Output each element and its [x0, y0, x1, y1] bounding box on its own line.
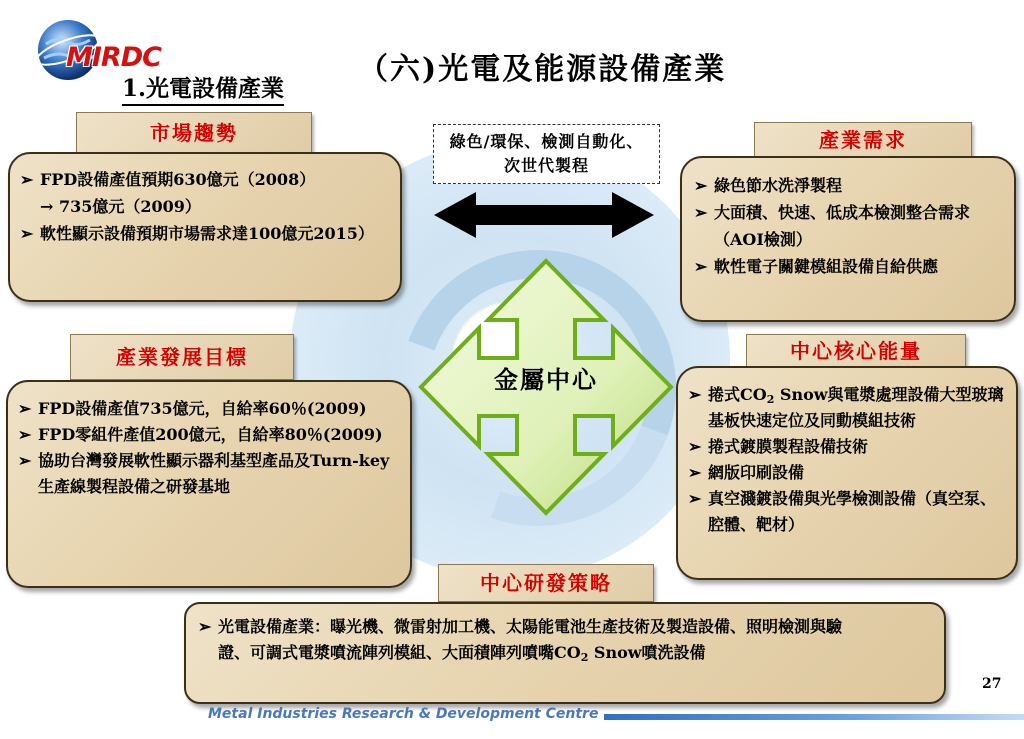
list-item: ➢ FPD設備產值預期630億元（2008）: [20, 166, 390, 193]
list-item: ➢ 綠色節水洗淨製程: [694, 172, 1004, 199]
tag-industry-goal: 產業發展目標: [70, 334, 294, 380]
bullet-arrow-icon: ➢: [694, 257, 708, 276]
dashed-note-text: 綠色/環保、檢測自動化、次世代製程: [449, 132, 644, 175]
center-label: 金屬中心: [494, 365, 598, 394]
tag-industry-demand: 產業需求: [754, 122, 972, 158]
list-item: → 735億元（2009）: [40, 197, 201, 216]
bullet-arrow-icon: ➢: [198, 617, 212, 636]
list-item: ➢ 大面積、快速、低成本檢測整合需求（AOI檢測）: [694, 199, 1004, 253]
tag-market-trend: 市場趨勢: [76, 112, 312, 154]
page-title: （六)光電及能源設備產業: [358, 52, 727, 87]
list-item: ➢ 真空濺鍍設備與光學檢測設備（真空泵、腔體、靶材）: [688, 486, 1006, 538]
industry-goal-box: [6, 380, 412, 588]
bullet-arrow-icon: ➢: [688, 437, 702, 456]
tag-core-capability: 中心核心能量: [746, 334, 966, 368]
bullet-arrow-icon: ➢: [18, 399, 32, 418]
core-capability-box: [676, 366, 1018, 580]
bullet-arrow-icon: ➢: [694, 203, 708, 222]
bullet-arrow-icon: ➢: [18, 451, 32, 470]
logo-text: MIRDC: [66, 42, 161, 73]
list-item: ➢ 軟性顯示設備預期市場需求達100億元2015）: [20, 220, 390, 247]
list-item: ➢ 光電設備產業：曝光機、微雷射加工機、太陽能電池生產技術及製造設備、照明檢測與驗證、可調式電漿噴流陣列模組、大面積陣列噴嘴$CO_2$ Snow噴洗設備: [198, 614, 930, 666]
list-item: ➢ 網版印刷設備: [688, 460, 1006, 486]
footer-org: Metal Industries Research & Development Centre: [208, 706, 599, 722]
list-item: ➢ 捲式鍍膜製程設備技術: [688, 434, 1006, 460]
list-item: ➢ FPD零組件產值200億元，自給率80％(2009): [18, 422, 400, 448]
list-item: ➢ FPD設備產值735億元，自給率60％(2009): [18, 396, 400, 422]
dashed-note: [433, 124, 660, 184]
page-subtitle: 1.光電設備產業: [122, 74, 284, 106]
double-arrow-icon: [434, 192, 654, 238]
bullet-arrow-icon: ➢: [20, 170, 34, 189]
list-item: ➢ 捲式$CO_2$ Snow與電漿處理設備大型玻璃基板快速定位及同動模組技術: [688, 382, 1006, 434]
footer-bar: [604, 714, 1024, 720]
bullet-arrow-icon: ➢: [688, 463, 702, 482]
rd-strategy-box: [184, 602, 946, 704]
bullet-arrow-icon: ➢: [688, 489, 702, 508]
bullet-arrow-icon: ➢: [688, 385, 702, 404]
market-trend-box: [8, 152, 402, 302]
bullet-arrow-icon: ➢: [20, 224, 34, 243]
bullet-arrow-icon: ➢: [18, 425, 32, 444]
list-item: ➢ 軟性電子關鍵模組設備自給供應: [694, 253, 1004, 280]
page-number: 27: [982, 676, 1002, 692]
list-item: ➢ 協助台灣發展軟性顯示器利基型產品及Turn-key生產線製程設備之研發基地: [18, 448, 400, 500]
industry-demand-box: [680, 156, 1016, 322]
bullet-arrow-icon: ➢: [694, 176, 708, 195]
tag-rd-strategy: 中心研發策略: [438, 564, 654, 602]
